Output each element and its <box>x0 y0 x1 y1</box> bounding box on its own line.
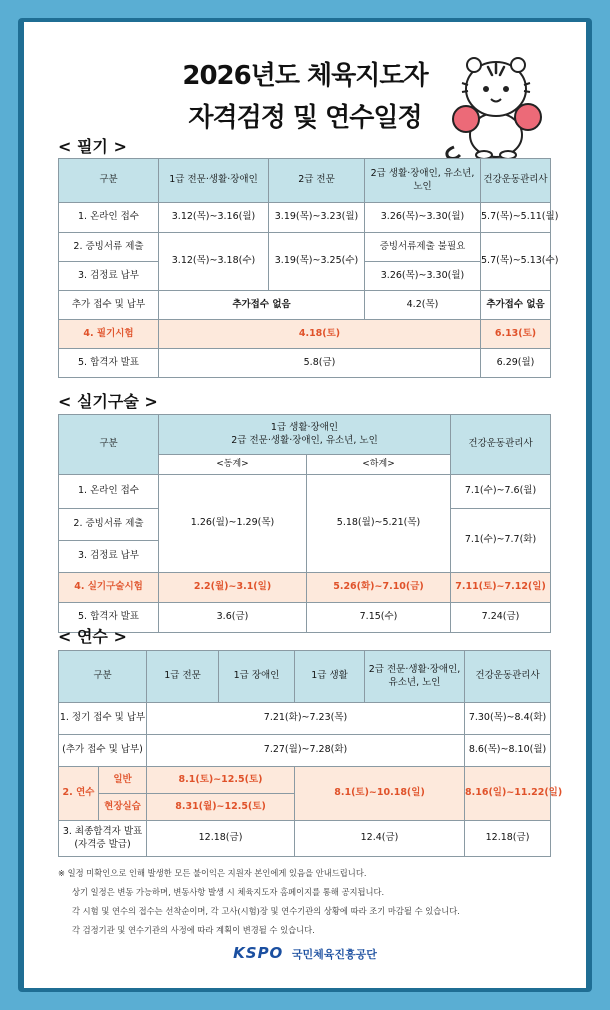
row-label-highlight: 2. 연수 <box>59 767 99 821</box>
table-cell: 증빙서류제출 불필요 <box>365 233 481 262</box>
col-header-grade1: 1급 전문·생활·장애인 <box>159 159 269 203</box>
row-label: 추가 접수 및 납부 <box>59 291 159 320</box>
row-label: 2. 증빙서류 제출 <box>59 509 159 541</box>
col-subheader-winter: <동계> <box>159 455 307 475</box>
col-header-grade2-pro: 2급 전문 <box>269 159 365 203</box>
row-label: 3. 최종합격자 발표 (자격증 발급) <box>59 821 147 857</box>
col-header-grade2: 2급 전문·생활·장애인, 유소년, 노인 <box>365 651 465 703</box>
row-label: 1. 온라인 접수 <box>59 203 159 233</box>
table-cell-highlight: 7.11(토)~7.12(일) <box>451 573 551 603</box>
table-cell: 12.18(금) <box>465 821 551 857</box>
row-label: 3. 검정료 납부 <box>59 541 159 573</box>
table-cell: 7.24(금) <box>451 603 551 633</box>
practical-section-heading: < 실기구술 > <box>58 392 158 411</box>
row-label: 3. 검정료 납부 <box>59 262 159 291</box>
col-header-grade1-life: 1급 생활 <box>295 651 365 703</box>
table-cell: 5.7(목)~5.11(월) <box>481 203 551 233</box>
practical-schedule-table <box>58 414 551 633</box>
row-sublabel-practice: 현장실습 <box>99 794 147 821</box>
note-line: 상기 일정은 변동 가능하며, 변동사항 발생 시 체육지도자 홈페이지를 통해 공지됩니다. <box>72 887 385 897</box>
table-cell: 3.12(목)~3.18(수) <box>159 233 269 291</box>
table-cell: 7.1(수)~7.7(화) <box>451 509 551 573</box>
table-cell-highlight: 8.1(토)~10.18(일) <box>295 767 465 821</box>
table-cell: 4.2(목) <box>365 291 481 320</box>
row-sublabel-general: 일반 <box>99 767 147 794</box>
table-cell: 3.19(목)~3.23(월) <box>269 203 365 233</box>
note-line: ※ 일정 미확인으로 인해 발생한 모든 불이익은 지원자 본인에게 있음을 안내드립니다. <box>58 868 367 878</box>
col-header-category: 구분 <box>59 651 147 703</box>
table-cell: 3.26(목)~3.30(월) <box>365 262 481 291</box>
table-cell: 3.12(목)~3.16(월) <box>159 203 269 233</box>
table-cell-highlight: 8.16(일)~11.22(일) <box>465 767 551 821</box>
footer-logo <box>24 944 586 962</box>
table-cell: 5.18(월)~5.21(목) <box>307 475 451 573</box>
organization-name: 국민체육진흥공단 <box>291 948 377 961</box>
table-cell: 7.1(수)~7.6(월) <box>451 475 551 509</box>
note-line: 각 시험 및 연수의 접수는 선착순이며, 각 고사(시험)장 및 연수기관의 상황에 따라 조기 마감될 수 있습니다. <box>72 906 460 916</box>
col-subheader-summer: <하계> <box>307 455 451 475</box>
row-label-highlight: 4. 필기시험 <box>59 320 159 349</box>
col-header-health: 건강운동관리사 <box>465 651 551 703</box>
row-label: 5. 합격자 발표 <box>59 603 159 633</box>
row-label-highlight: 4. 실기구술시험 <box>59 573 159 603</box>
written-schedule-table <box>58 158 559 378</box>
row-label: (추가 접수 및 납부) <box>59 735 147 767</box>
table-cell-highlight: 8.1(토)~12.5(토) <box>147 767 295 794</box>
title-line-2: 자격검정 및 연수일정 <box>188 103 422 133</box>
table-cell: 6.29(월) <box>481 349 551 378</box>
training-section-heading: < 연수 > <box>58 627 127 646</box>
col-header-category: 구분 <box>59 159 159 203</box>
table-cell: 1.26(월)~1.29(목) <box>159 475 307 573</box>
table-cell: 8.6(목)~8.10(월) <box>465 735 551 767</box>
kspo-logo-text: KSPO <box>233 944 284 962</box>
notes <box>58 864 558 940</box>
table-cell: 3.6(금) <box>159 603 307 633</box>
table-cell-highlight: 4.18(토) <box>159 320 481 349</box>
col-header-grade1-disabled: 1급 장애인 <box>219 651 295 703</box>
col-header-group: 1급 생활·장애인 2급 전문·생활·장애인, 유소년, 노인 <box>159 415 451 455</box>
title-line-1: 2026년도 체육지도자 <box>182 61 428 91</box>
row-label: 5. 합격자 발표 <box>59 349 159 378</box>
col-header-health: 건강운동관리사 <box>451 415 551 475</box>
row-label: 1. 정기 접수 및 납부 <box>59 703 147 735</box>
table-cell: 추가접수 없음 <box>159 291 365 320</box>
table-cell: 12.4(금) <box>295 821 465 857</box>
table-cell: 12.18(금) <box>147 821 295 857</box>
table-cell: 7.15(수) <box>307 603 451 633</box>
row-label: 2. 증빙서류 제출 <box>59 233 159 262</box>
col-header-category: 구분 <box>59 415 159 475</box>
table-cell: 7.21(화)~7.23(목) <box>147 703 465 735</box>
table-cell: 7.30(목)~8.4(화) <box>465 703 551 735</box>
table-cell: 추가접수 없음 <box>481 291 551 320</box>
table-cell-highlight: 5.26(화)~7.10(금) <box>307 573 451 603</box>
col-header-grade2-life: 2급 생활·장애인, 유소년, 노인 <box>365 159 481 203</box>
table-cell: 3.19(목)~3.25(수) <box>269 233 365 291</box>
tiger-mascot-icon <box>444 47 554 162</box>
col-header-grade1-pro: 1급 전문 <box>147 651 219 703</box>
table-cell: 5.7(목)~5.13(수) <box>481 233 551 291</box>
row-label: 1. 온라인 접수 <box>59 475 159 509</box>
table-cell-highlight: 2.2(월)~3.1(일) <box>159 573 307 603</box>
poster-sheet <box>24 22 586 988</box>
training-schedule-table <box>58 650 563 857</box>
col-header-health: 건강운동관리사 <box>481 159 551 203</box>
table-cell-highlight: 6.13(토) <box>481 320 551 349</box>
table-cell: 3.26(목)~3.30(월) <box>365 203 481 233</box>
table-cell: 7.27(월)~7.28(화) <box>147 735 465 767</box>
table-cell: 5.8(금) <box>159 349 481 378</box>
note-line: 각 검정기관 및 연수기관의 사정에 따라 계획이 변경될 수 있습니다. <box>72 925 315 935</box>
written-section-heading: < 필기 > <box>58 137 127 156</box>
table-cell-highlight: 8.31(월)~12.5(토) <box>147 794 295 821</box>
